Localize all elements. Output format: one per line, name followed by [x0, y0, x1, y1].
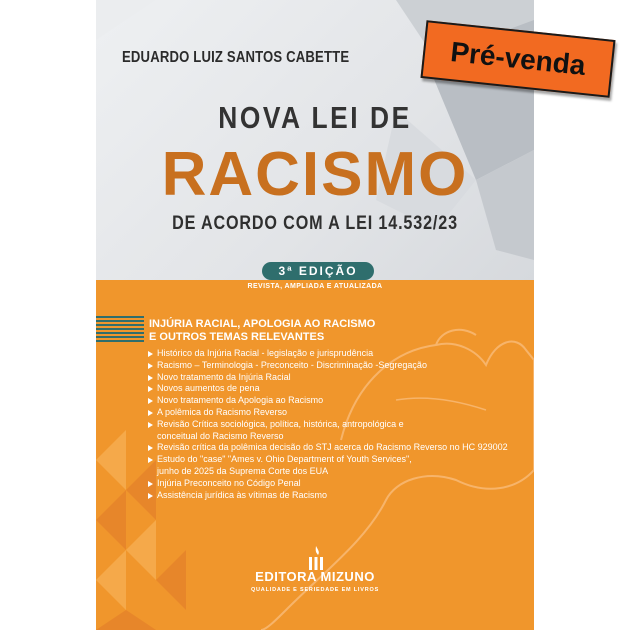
- topic-item: Racismo – Terminologia - Preconceito - Discriminação -Segregação: [148, 360, 528, 372]
- topics-list: [148, 348, 528, 501]
- book-cover: [96, 0, 534, 630]
- section-title: [149, 318, 449, 344]
- topic-item-continuation: conceitual do Racismo Reverso: [157, 430, 284, 441]
- topic-item: Revisão crítica da polêmica decisão do STJ acerca do Racismo Reverso no HC 929002: [148, 442, 528, 454]
- publisher-name: EDITORA MIZUNO: [255, 569, 375, 584]
- section-title-line-2: E OUTROS TEMAS RELEVANTES: [149, 331, 325, 343]
- edition-badge: 3ª EDIÇÃO: [262, 262, 374, 280]
- section-title-line-1: INJÚRIA RACIAL, APOLOGIA AO RACISMO: [149, 318, 376, 330]
- edition-note: REVISTA, AMPLIADA E ATUALIZADA: [247, 283, 383, 290]
- topic-item-continuation: junho de 2025 da Suprema Corte dos EUA: [157, 465, 329, 476]
- cover-decoration: [96, 0, 534, 630]
- presale-label: Pré-venda: [449, 36, 588, 81]
- book-subtitle: DE ACORDO COM A LEI 14.532/23: [172, 213, 458, 234]
- topic-item: Estudo do "case" "Ames v. Ohio Department of Youth Services",: [148, 454, 528, 466]
- topic-item: Revisão Crítica sociológica, política, histórica, antropológica e: [148, 419, 528, 431]
- topic-item: Histórico da Injúria Racial - legislação e jurisprudência: [148, 348, 528, 360]
- topic-item: Novos aumentos de pena: [148, 383, 528, 395]
- publisher-tagline: QUALIDADE E SERIEDADE EM LIVROS: [250, 587, 380, 593]
- topic-item: Injúria Preconceito no Código Penal: [148, 478, 528, 490]
- topic-item: A polêmica do Racismo Reverso: [148, 407, 528, 419]
- topic-item: Novo tratamento da Injúria Racial: [148, 372, 528, 384]
- topic-item: Novo tratamento da Apologia ao Racismo: [148, 395, 528, 407]
- topic-item: Assistência jurídica às vítimas de Racismo: [148, 490, 528, 502]
- title-line-2: RACISMO: [161, 140, 469, 209]
- author-name: EDUARDO LUIZ SANTOS CABETTE: [122, 49, 350, 66]
- title-line-1: NOVA LEI DE: [218, 100, 412, 135]
- section-stripe: [96, 316, 144, 342]
